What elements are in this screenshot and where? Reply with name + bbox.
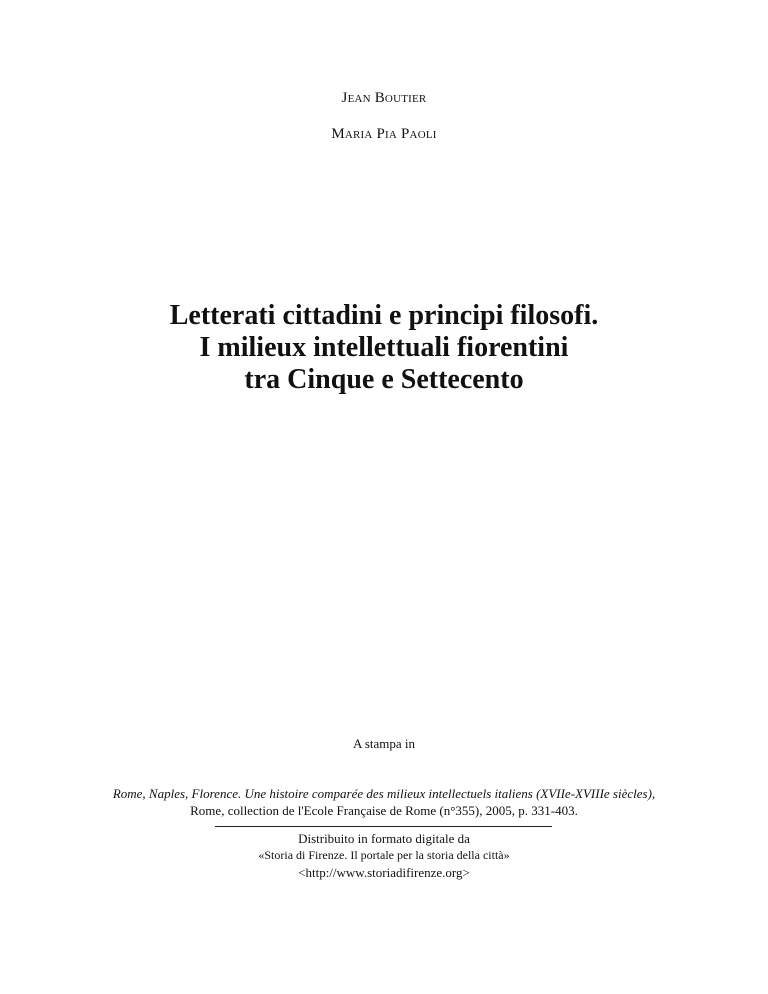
printed-in-label: A stampa in	[352, 736, 416, 751]
author-name-1: Jean Boutier	[341, 90, 427, 106]
divider-rule	[215, 826, 552, 827]
title-line-2: I milieux intellettuali fiorentini	[199, 332, 569, 363]
publication-details: Rome, collection de l'Ecole Française de Rome (n°355), 2005, p. 331-403.	[190, 803, 578, 818]
portal-name: «Storia di Firenze. Il portale per la storia della città»	[258, 848, 510, 862]
title-line-1: Letterati cittadini e principi filosofi.	[169, 300, 599, 331]
book-title: Rome, Naples, Florence. Une histoire comparée des milieux intellectuels italiens (XVIIe-XVIIIe siècles),	[112, 786, 656, 801]
portal-url[interactable]: <http://www.storiadifirenze.org>	[298, 865, 470, 880]
author-name-2: Maria Pia Paoli	[331, 126, 437, 142]
document-title	[0, 300, 768, 396]
distribution-note	[0, 830, 768, 881]
title-line-3: tra Cinque e Settecento	[244, 364, 524, 395]
publication-reference	[0, 785, 768, 819]
distributed-label: Distribuito in formato digitale da	[298, 831, 470, 846]
